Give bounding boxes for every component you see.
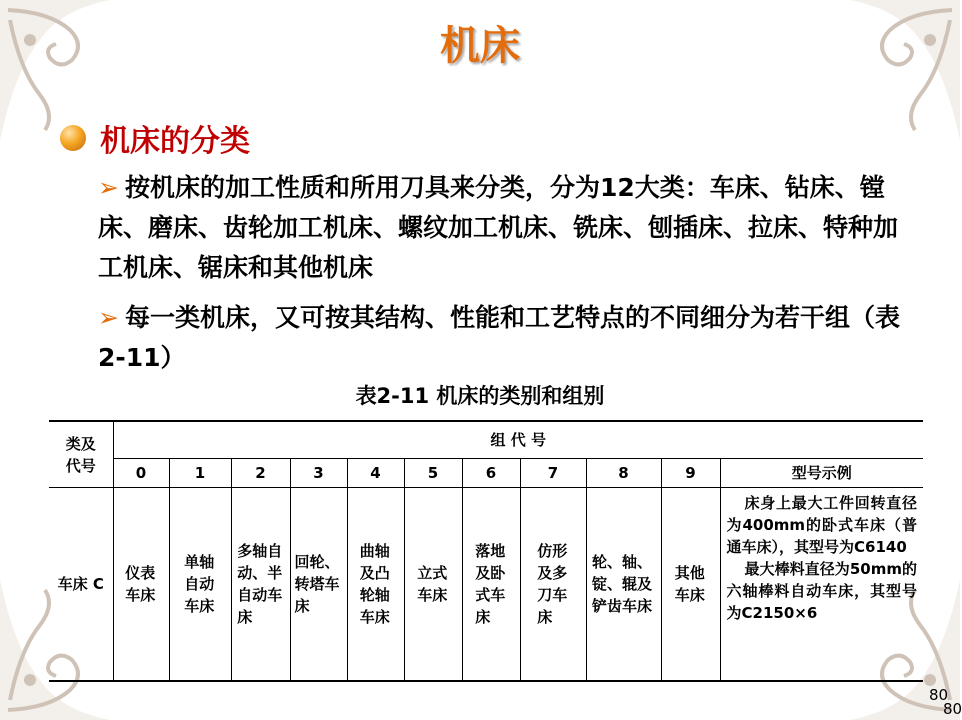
table-cell: 仪表车床	[113, 488, 169, 682]
machine-tool-group-table	[49, 420, 923, 682]
group-number: 2	[231, 459, 290, 488]
table-row	[49, 488, 923, 682]
page-number: 80	[929, 686, 949, 704]
paragraph-text: 每一类机床，又可按其结构、性能和工艺特点的不同细分为若干组（表2-11）	[98, 303, 900, 372]
group-number: 4	[347, 459, 404, 488]
group-number: 6	[462, 459, 520, 488]
table-cell: 轮、轴、锭、辊及铲齿车床	[586, 488, 661, 682]
table-caption: 表2-11 机床的类别和组别	[355, 384, 605, 408]
table-cell: 曲轴及凸轮轴车床	[347, 488, 404, 682]
group-number: 3	[290, 459, 347, 488]
category-code-header: 类及代号	[49, 421, 113, 488]
table-cell: 多轴自动、半自动车床	[231, 488, 290, 682]
table-cell: 立式车床	[404, 488, 462, 682]
model-example-header: 型号示例	[720, 459, 923, 488]
paragraph-text: 按机床的加工性质和所用刀具来分类，分为12大类：车床、钻床、镗床、磨床、齿轮加工机床、螺纹加工机床、铣床、刨插床、拉床、特种加工机床、锯床和其他机床	[98, 173, 899, 282]
group-number: 1	[169, 459, 231, 488]
example-line: 床身上最大工件回转直径为400mm的卧式车床（普通车床），其型号为C6140	[726, 494, 917, 556]
slide-title: 机床	[440, 23, 520, 69]
paragraph-subgroups	[98, 298, 910, 378]
table-cell: 落地及卧式车床	[462, 488, 520, 682]
group-number: 9	[661, 459, 720, 488]
arrow-bullet-icon: ➢	[98, 303, 119, 332]
table-cell: 单轴自动车床	[169, 488, 231, 682]
section-heading: 机床的分类	[100, 124, 250, 159]
paragraph-classification	[98, 168, 910, 288]
table-cell: 其他车床	[661, 488, 720, 682]
group-number: 8	[586, 459, 661, 488]
row-label-lathe: 车床 C	[49, 488, 113, 682]
group-number: 5	[404, 459, 462, 488]
page-number-repeat: 80	[943, 700, 962, 718]
example-line: 最大棒料直径为50mm的六轴棒料自动车床，其型号为C2150×6	[726, 560, 917, 622]
group-number: 7	[520, 459, 586, 488]
arrow-bullet-icon: ➢	[98, 173, 119, 202]
section-header	[60, 116, 250, 160]
group-code-header: 组 代 号	[113, 421, 923, 459]
group-number: 0	[113, 459, 169, 488]
table-cell: 仿形及多刀车床	[520, 488, 586, 682]
bullet-ball-icon	[60, 125, 86, 151]
model-example-cell	[720, 488, 923, 682]
table-cell: 回轮、转塔车床	[290, 488, 347, 682]
